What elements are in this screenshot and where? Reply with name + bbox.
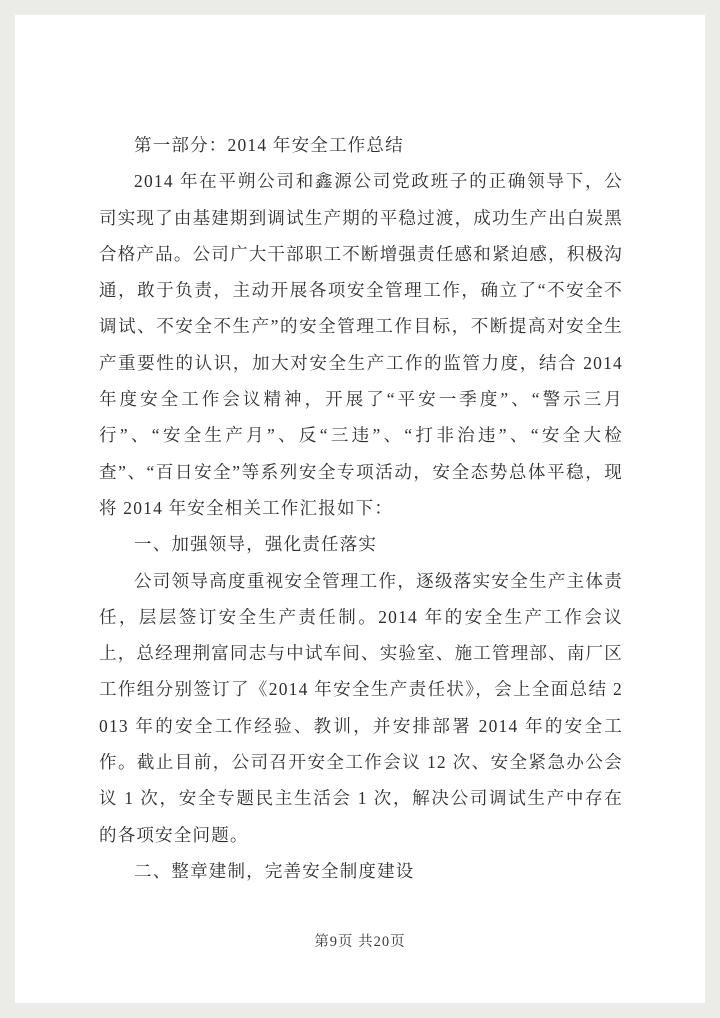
section-heading: 第一部分：2014 年安全工作总结 — [134, 135, 404, 155]
section-heading: 一、加强领导，强化责任落实 — [134, 534, 378, 555]
page-number-label: 第9页 共20页 — [314, 934, 406, 950]
document-page — [15, 15, 705, 1003]
section-heading: 二、整章建制，完善安全制度建设 — [134, 860, 415, 881]
paragraph: 公司领导高度重视安全管理工作，逐级落实安全生产主体责任，层层签订安全生产责任制。2014 年的安全生产工作会议上，总经理荆富同志与中试车间、实验室、施工管理部、南厂区工作组分别签订了《2014 年安全生产责任状》，会上全面总结 2013 年的安全工作经验、教训，并安排部署 2014 年的安全工作。截止目前，公司召开安全工作会议 12 次、安全紧急办公会议 1 次，安全专题民主生活会 1 次，解决公司调试生产中存在的各项安全问题。 — [99, 570, 623, 845]
paragraph: 2014 年在平朔公司和鑫源公司党政班子的正确领导下，公司实现了由基建期到调试生产期的平稳过渡，成功生产出白炭黑合格产品。公司广大干部职工不断增强责任感和紧迫感，积极沟通，敢于负责，主动开展各项安全管理工作，确立了“不安全不调试、不安全不生产”的安全管理工作目标，不断提高对安全生产重要性的认识，加大对安全生产工作的监管力度，结合 2014 年度安全工作会议精神，开展了“平安一季度”、“警示三月行”、“安全生产月”、反“三违”、“打非治违”、“安全大检查”、“百日安全”等系列安全专项活动，安全态势总体平稳，现将 2014 年安全相关工作汇报如下： — [99, 171, 623, 518]
document-content — [99, 127, 623, 889]
page-footer — [15, 930, 705, 951]
